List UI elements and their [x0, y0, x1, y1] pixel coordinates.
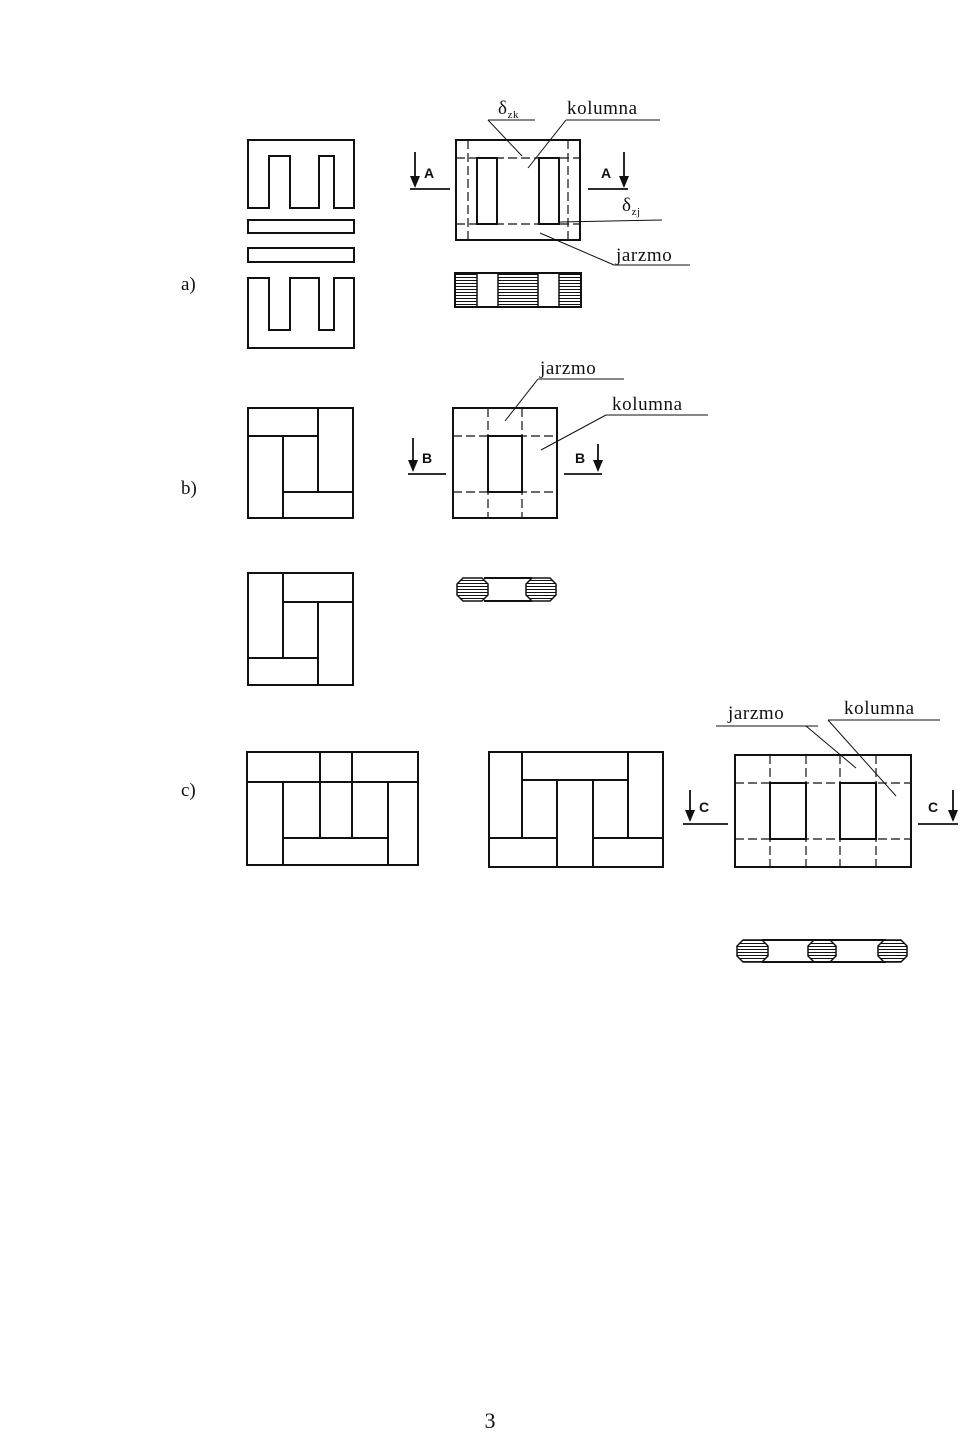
section-c-left-marker: [683, 790, 728, 824]
core-a-assembled: [456, 140, 580, 240]
section-c-right-marker: [918, 790, 958, 824]
jarzmo-label-c: [716, 703, 856, 768]
part-a-label: a): [181, 274, 196, 295]
section-a-left-letter: A: [424, 165, 435, 181]
section-a-right-marker: [588, 152, 629, 189]
i-laminations: [248, 220, 354, 262]
kolumna-label-c: [828, 698, 940, 796]
jarzmo-label-b: [505, 358, 624, 421]
section-b-right-letter: B: [575, 450, 586, 466]
section-a-left-marker: [410, 152, 450, 189]
delta-zk-subscript: zk: [507, 109, 520, 121]
section-b-left-letter: B: [422, 450, 433, 466]
core-b-assembled: [453, 408, 557, 518]
svg-text:δzj: [622, 195, 641, 218]
core-c-assembled: [735, 755, 911, 867]
delta-zk-label: [488, 98, 535, 156]
jarzmo-label-a: [540, 233, 690, 266]
section-b-left-marker: [408, 438, 446, 474]
core-b-layer-2: [248, 573, 353, 685]
delta-zj-symbol: δ: [622, 195, 632, 216]
cross-section-a: [455, 273, 581, 307]
part-c-label: c): [181, 780, 196, 801]
svg-text:δzk: [498, 98, 519, 121]
delta-zk-symbol: δ: [498, 98, 508, 119]
kolumna-text-c: kolumna: [844, 698, 915, 719]
core-c-layer-2: [489, 752, 663, 867]
delta-zj-subscript: zj: [631, 206, 641, 218]
page-number: 3: [484, 1408, 496, 1433]
kolumna-label-b: [541, 394, 708, 450]
core-b-layer-1: [248, 408, 353, 518]
delta-zj-label: [560, 195, 662, 222]
cross-section-c: [737, 940, 907, 962]
section-a-right-letter: A: [601, 165, 612, 181]
part-b-label: b): [181, 478, 197, 499]
kolumna-text-a: kolumna: [567, 98, 638, 119]
jarzmo-text-b: jarzmo: [540, 358, 597, 379]
cross-section-b: [457, 578, 556, 601]
e-lamination-bottom: [248, 278, 354, 348]
section-c-left-letter: C: [699, 799, 710, 815]
section-b-right-marker: [564, 444, 603, 474]
jarzmo-text-a: jarzmo: [616, 245, 673, 266]
e-lamination-top: [248, 140, 354, 208]
core-c-layer-1: [247, 752, 418, 865]
kolumna-text-b: kolumna: [612, 394, 683, 415]
section-c-right-letter: C: [928, 799, 939, 815]
jarzmo-text-c: jarzmo: [728, 703, 785, 724]
